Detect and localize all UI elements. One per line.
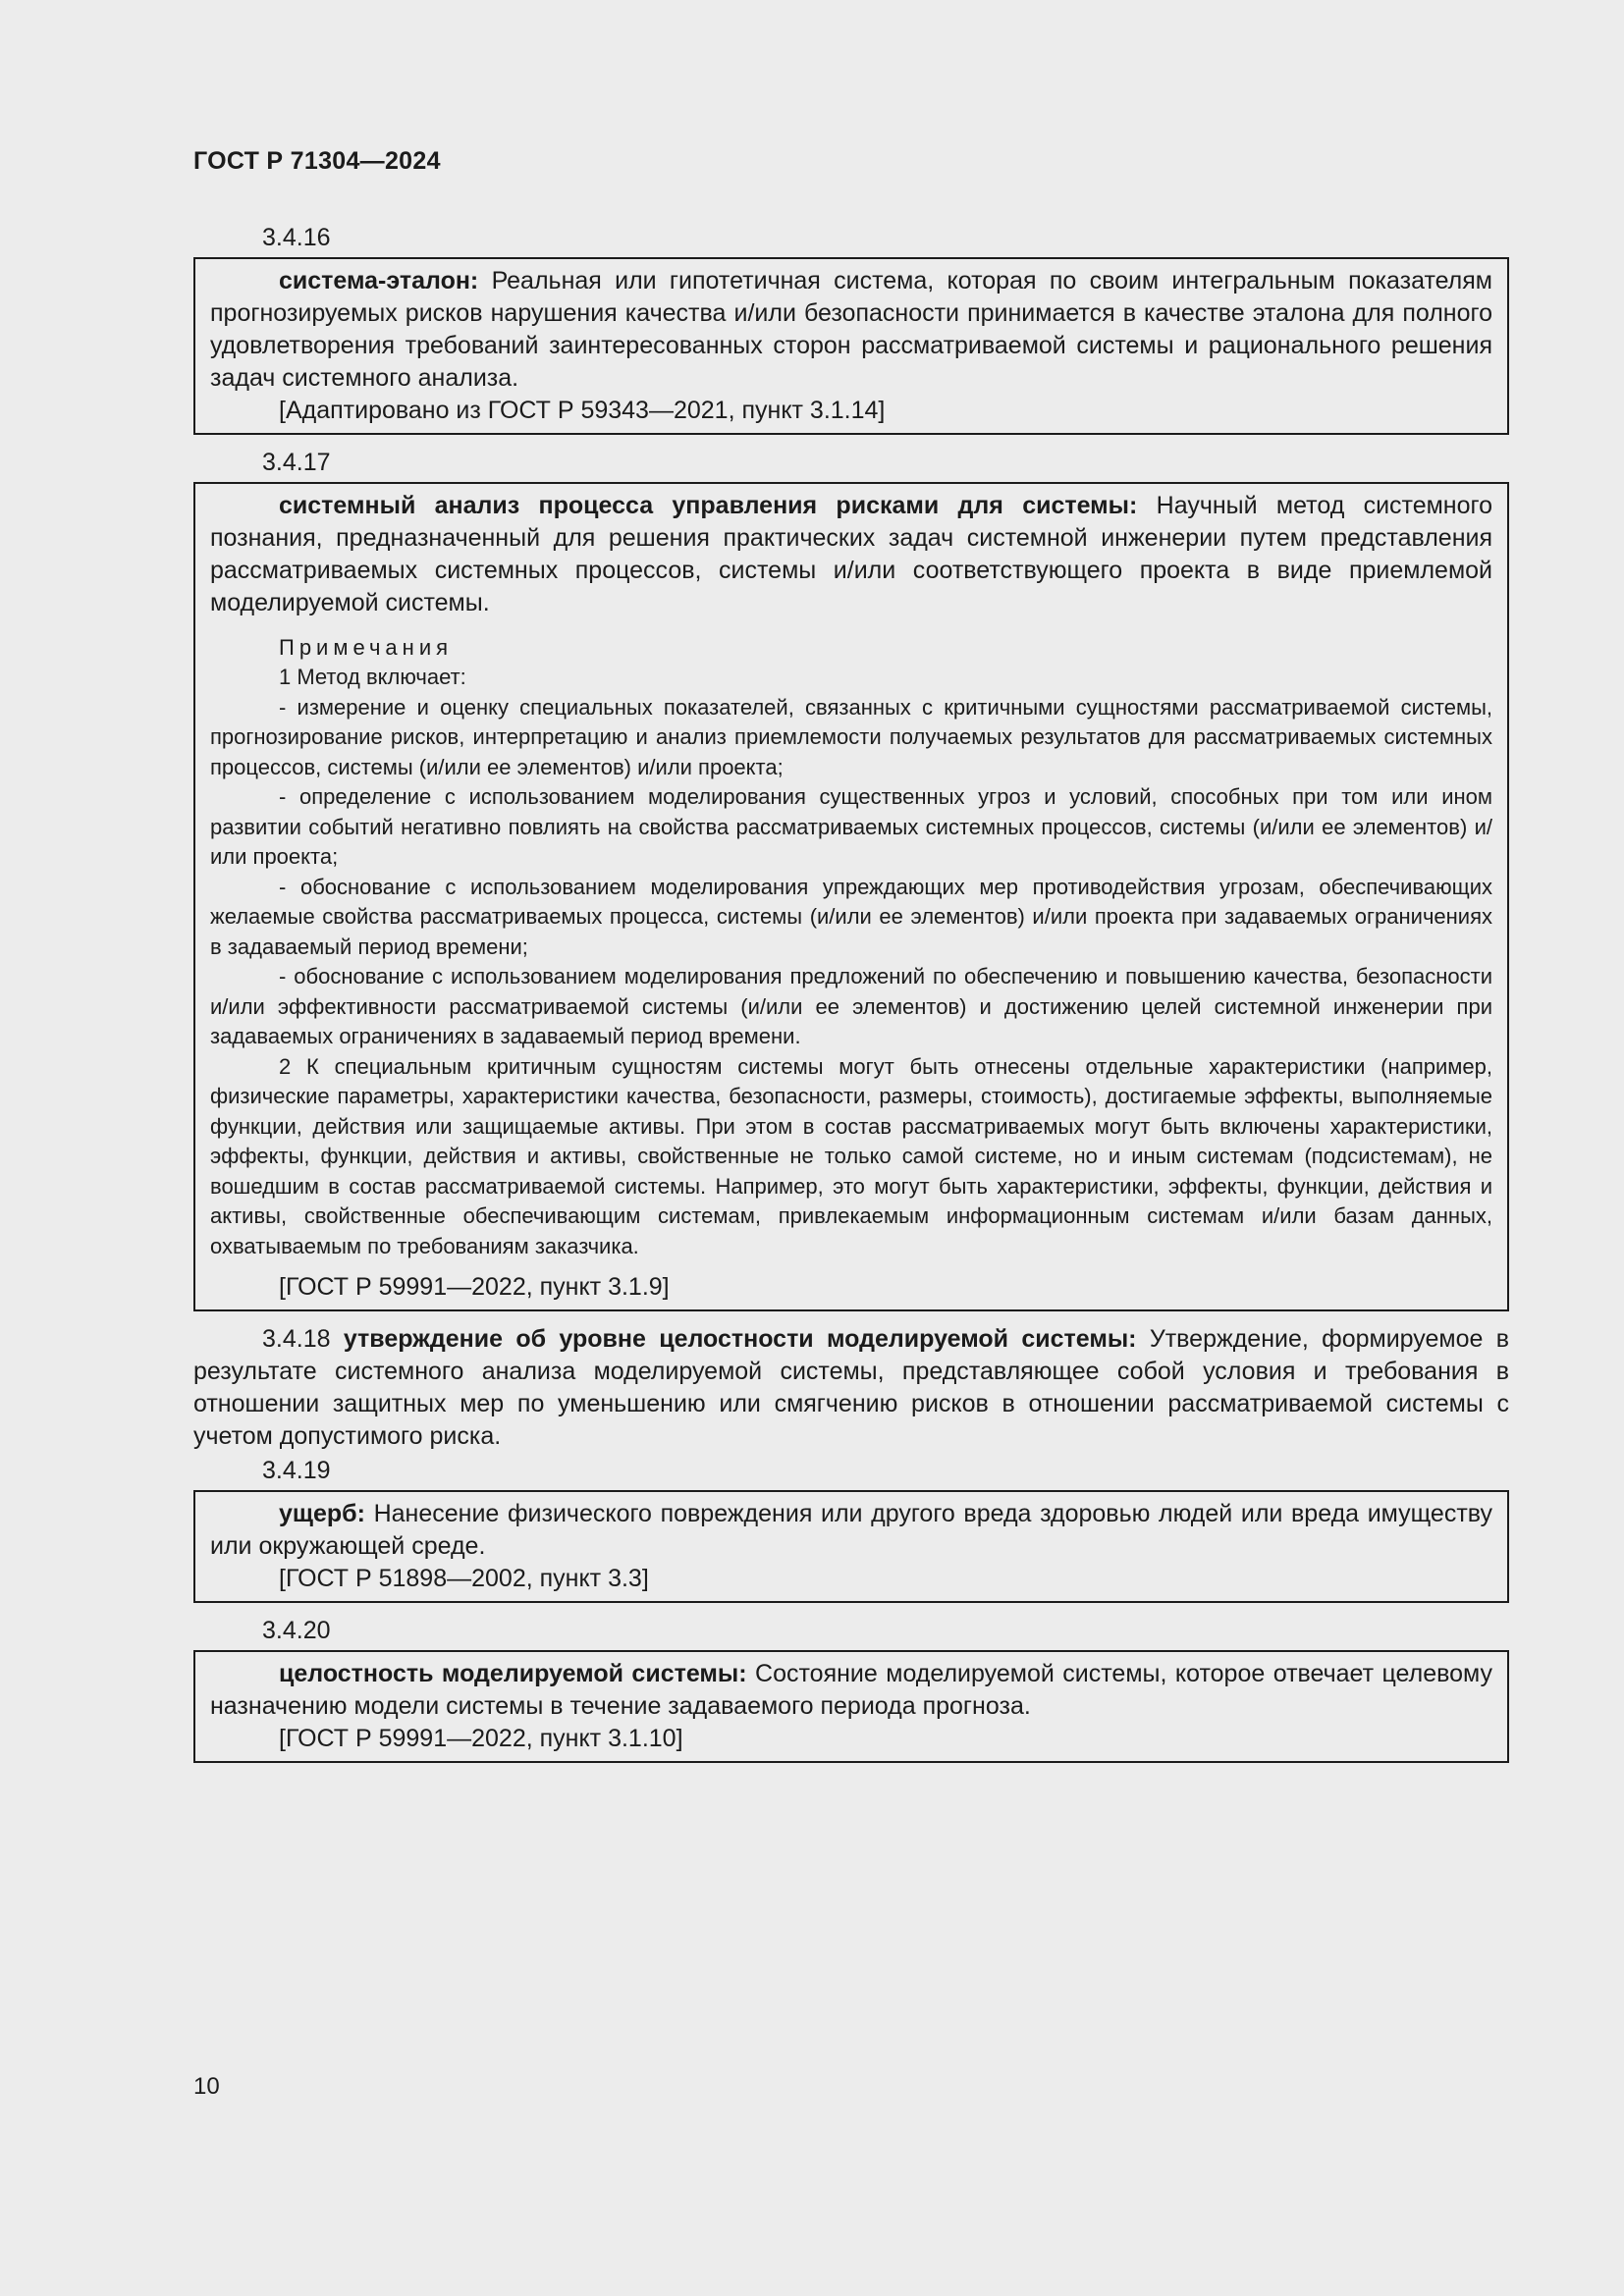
entry-number: 3.4.20 xyxy=(262,1617,331,1644)
note-list-item: - обоснование с использованием моделирования упреждающих мер противодействия угрозам, обеспечивающих желаемые свойства рассматриваемых процесса, системы (и/или ее элементов) и/или проекта при задаваемых ограничениях в задаваемый период времени; xyxy=(210,874,1492,959)
entry-number: 3.4.16 xyxy=(262,224,331,251)
definition-paragraph xyxy=(210,1498,1492,1563)
entry-number: 3.4.19 xyxy=(262,1457,331,1484)
term: системный анализ процесса управления рисками для системы: xyxy=(279,492,1138,519)
definition-box xyxy=(193,482,1509,1311)
term: целостность моделируемой системы: xyxy=(279,1660,747,1687)
definition-box xyxy=(193,1490,1509,1603)
definition-paragraph xyxy=(210,1658,1492,1723)
notes-title: Примечания xyxy=(279,635,454,660)
definition-box xyxy=(193,1650,1509,1763)
note-paragraph: 2 К специальным критичным сущностям системы могут быть отнесены отдельные характеристики (например, физические параметры, характеристики качества, безопасности, размеры, стоимость), достигаемые эффекты, выполняемые функции, действия или защищаемые активы. При этом в состав рассматриваемых могут быть включены характеристики, эффекты, функции, действия и активы, свойственные не только самой системе, но и иным системам (подсистемам), не вошедшим в состав рассматриваемой системы. Например, это могут быть характеристики, эффекты, функции, действия и активы, свойственные обеспечивающим системам, привлекаемым информационным системам и/или базам данных, охватываемым по требованиям заказчика. xyxy=(210,1053,1492,1258)
definition-text: Реальная или гипотетичная система, которая по своим интегральным показателям прогнозируемых рисков нарушения качества и/или безопасности принимается в качестве эталона для полного удовлетворения требований заинтересованных сторон рассматриваемой системы и рационального решения задач системного анализа. xyxy=(210,267,1492,392)
definition-text: Нанесение физического повреждения или другого вреда здоровью людей или вреда имуществу или окружающей среде. xyxy=(210,1500,1492,1560)
source-reference: [ГОСТ Р 59991—2022, пункт 3.1.9] xyxy=(279,1273,670,1301)
notes-block xyxy=(210,633,1492,1261)
source-reference: [ГОСТ Р 59991—2022, пункт 3.1.10] xyxy=(279,1725,683,1752)
definition-text: Состояние моделируемой системы, которое отвечает целевому назначению модели системы в течение задаваемого периода прогноза. xyxy=(210,1660,1492,1720)
page-number: 10 xyxy=(193,2073,220,2100)
source-reference: [ГОСТ Р 51898—2002, пункт 3.3] xyxy=(279,1565,649,1592)
document-body xyxy=(193,222,1509,1775)
note-list-item: - обоснование с использованием моделирования предложений по обеспечению и повышению качества, безопасности и/или эффективности рассматриваемой системы (и/или ее элементов) и достижению целей системной инженерии при задаваемых ограничениях в задаваемый период времени. xyxy=(210,964,1492,1048)
source-reference: [Адаптировано из ГОСТ Р 59343—2021, пункт 3.1.14] xyxy=(279,397,886,424)
definition-paragraph xyxy=(210,490,1492,619)
note-list-item: - измерение и оценку специальных показателей, связанных с критичными сущностями рассматриваемой системы, прогнозирование рисков, интерпретацию и анализ приемлемости получаемых результатов для рассматриваемых системных процессов, системы (и/или ее элементов) и/или проекта; xyxy=(210,694,1492,779)
plain-definition-paragraph xyxy=(193,1323,1509,1453)
note-list-item: - определение с использованием моделирования существенных угроз и условий, способных при том или ином развитии событий негативно повлиять на свойства рассматриваемых системных процессов, системы (и/или ее элементов) и/или проекта; xyxy=(210,784,1492,869)
document-code-header: ГОСТ Р 71304—2024 xyxy=(193,147,441,175)
definition-paragraph xyxy=(210,265,1492,395)
term: система-эталон: xyxy=(279,267,479,294)
entry-number: 3.4.18 xyxy=(262,1325,331,1353)
definition-box xyxy=(193,257,1509,435)
entry-number: 3.4.17 xyxy=(262,449,331,476)
note-intro: 1 Метод включает: xyxy=(279,665,466,689)
term: ущерб: xyxy=(279,1500,365,1527)
term: утверждение об уровне целостности моделируемой системы: xyxy=(343,1325,1137,1353)
definition-text: Научный метод системного познания, предназначенный для решения практических задач системной инженерии путем представления рассматриваемых системных процессов, системы и/или соответствующего проекта в виде приемлемой моделируемой системы. xyxy=(210,492,1492,616)
definition-text: Утверждение, формируемое в результате системного анализа моделируемой системы, представляющее собой условия и требования в отношении защитных мер по уменьшению или смягчению рисков в отношении рассматриваемой системы с учетом допустимого риска. xyxy=(193,1325,1509,1450)
